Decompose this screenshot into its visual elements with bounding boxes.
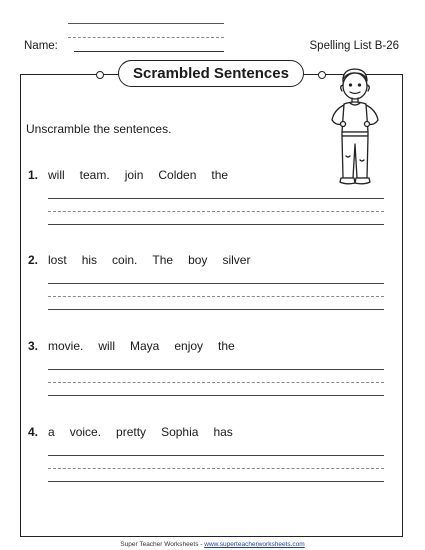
question-number: 2. (28, 253, 39, 267)
answer-line-dashed[interactable] (48, 382, 384, 383)
answer-line-top[interactable] (48, 283, 384, 284)
word: a (48, 425, 55, 439)
scrambled-words (48, 168, 243, 182)
title-dot-left (96, 71, 104, 79)
word: voice. (69, 425, 102, 439)
footer-link[interactable]: www.superteacherworksheets.com (204, 541, 305, 548)
footer-brand: Super Teacher Worksheets (120, 541, 199, 548)
answer-line-dashed[interactable] (48, 296, 384, 297)
answer-line-top[interactable] (48, 455, 384, 456)
word: the (218, 339, 235, 353)
scrambled-words (48, 253, 265, 267)
question-4 (28, 425, 388, 499)
footer-separator: - (200, 541, 203, 548)
question-1 (28, 168, 388, 242)
word: the (211, 168, 229, 182)
word: his (81, 253, 98, 267)
answer-line-bottom[interactable] (48, 481, 384, 482)
word: lost (48, 253, 67, 267)
title-dot-right (318, 71, 326, 79)
guide-line-top (68, 23, 224, 24)
title-connector-left (104, 74, 118, 75)
answer-line-bottom[interactable] (48, 395, 384, 396)
worksheet-title: Scrambled Sentences (118, 60, 304, 87)
answer-line-top[interactable] (48, 198, 384, 199)
word: has (213, 425, 233, 439)
word: pretty (116, 425, 147, 439)
name-label: Name: (24, 40, 58, 52)
answer-line-bottom[interactable] (48, 309, 384, 310)
word: Colden (158, 168, 197, 182)
question-3 (28, 339, 388, 413)
word: movie. (48, 339, 84, 353)
footer (0, 541, 425, 548)
spelling-list-id: Spelling List B-26 (309, 40, 399, 52)
word: join (124, 168, 144, 182)
answer-line-dashed[interactable] (48, 211, 384, 212)
word: boy (188, 253, 208, 267)
word: silver (222, 253, 251, 267)
scrambled-words (48, 339, 250, 353)
answer-line-dashed[interactable] (48, 468, 384, 469)
word: The (152, 253, 174, 267)
question-number: 1. (28, 168, 39, 182)
question-2 (28, 253, 388, 327)
instructions-text: Unscramble the sentences. (26, 122, 172, 136)
name-handwriting-guide (68, 23, 224, 39)
word: team. (79, 168, 110, 182)
scrambled-words (48, 425, 248, 439)
question-number: 4. (28, 425, 39, 439)
answer-line-bottom[interactable] (48, 224, 384, 225)
word: coin. (112, 253, 138, 267)
word: will (98, 339, 116, 353)
word: Sophia (161, 425, 199, 439)
word: Maya (130, 339, 160, 353)
question-number: 3. (28, 339, 39, 353)
word: will (48, 168, 65, 182)
answer-line-top[interactable] (48, 369, 384, 370)
guide-line-dashed (68, 37, 224, 38)
name-field-line[interactable] (74, 51, 224, 52)
word: enjoy (174, 339, 204, 353)
